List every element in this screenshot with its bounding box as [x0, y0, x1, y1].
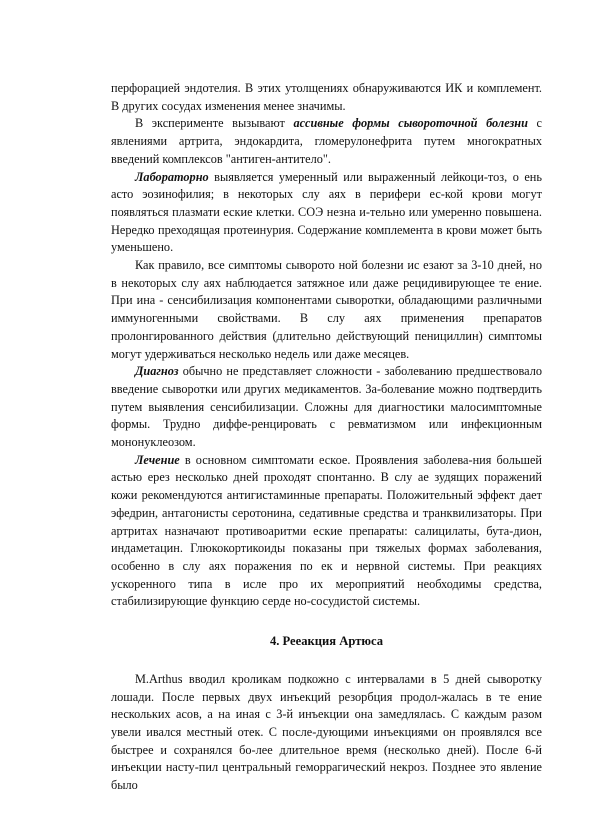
diagnosis-emphasis: Диагноз	[135, 364, 179, 379]
paragraph-perforation: перфорацией эндотелия. В этих утолщениях обнаруживаются ИК и комплемент. В других сосудах изменения менее значимы.	[111, 81, 542, 113]
document-page	[111, 80, 542, 795]
paragraph-arthus: M.Arthus вводил кроликам подкожно с интервалами в 5 дней сыворотку лошади. После первых двух инъекций резорбция продол-жалась в те ение нескольких асов, а на иная с 3-й инъекции она замедлялась. С каждым разом увели ивался местный отек. С после-дующими инъекциями он проявлялся все быстрее и сохранялся бо-лее длительное время (несколько дней). После 6-й инъекции насту-пил центральный геморрагический некроз. Позднее это явление было	[111, 671, 542, 793]
paragraph-laboratory-text: выявляется умеренный или выраженный лейкоци-тоз, о ень асто эозинофилия; в некоторых слу аях в перифери ес-кой крови могут появляться плазмати еские клетки. СОЭ незна и-тельно или умеренно повышена. Нередко преходящая протеинурия. Содержание комплемента в крови может быть уменьшено.	[111, 169, 542, 255]
paragraph-treatment	[111, 452, 542, 611]
paragraph-course: Как правило, все симптомы сыворото ной болезни ис езают за 3-10 дней, но в некоторых слу аях наблюдается затяжное или даже рецидивирующее те ение. При ина - сенсибилизация компонентами сыворотки, обладающими различными иммуногенными свойствами. В слу аях применения препаратов пролонгированного действия (длительно действующий пенициллин) симптомы могут удерживаться несколько недель или даже месяцев.	[111, 258, 542, 361]
paragraph-diagnosis	[111, 363, 542, 452]
passive-forms-emphasis: ассивные формы сывороточной болезни	[293, 116, 528, 131]
treatment-emphasis: Лечение	[135, 452, 180, 467]
paragraph-experiment	[111, 115, 542, 168]
paragraph-experiment-pre: В эксперименте вызывают	[135, 116, 294, 131]
paragraph-experiment-post: с явлениями артрита, эндокардита, гломерулонефрита путем многократных введений комплексов "антиген-антитело".	[111, 116, 542, 166]
paragraph-laboratory	[111, 169, 542, 258]
laboratory-emphasis: Лабораторно	[135, 169, 209, 184]
paragraph-diagnosis-text: обычно не представляет сложности - заболеванию предшествовало введение сыворотки или других медикаментов. За-болевание можно подтвердить путем выявления сенсибилизации. Сложны для диагностики малосимптомные формы. Трудно диффе-ренцировать с ревматизмом или инфекционным мононуклеозом.	[111, 364, 542, 450]
section-heading: 4. Рееакция Артюса	[269, 634, 384, 649]
paragraph-treatment-text: в основном симптомати еское. Проявления заболева-ния большей астью ерез несколько дней проходят спонтанно. В слу ае зудящих поражений кожи рекомендуются антигистаминные препараты. Положительный эффект дает эфедрин, антагонисты серотонина, седативные средства и транквилизаторы. При артритах назначают противоаритми еские препараты: салицилаты, бута-дион, индаметацин. Глюкокортикоиды показаны при тяжелых формах заболевания, особенно в слу аях поражения по ек и нервной системы. При реакциях ускоренного типа в исле про их мероприятий необходимы средства, стабилизирующие функцию серде но-сосудистой системы.	[111, 452, 542, 609]
